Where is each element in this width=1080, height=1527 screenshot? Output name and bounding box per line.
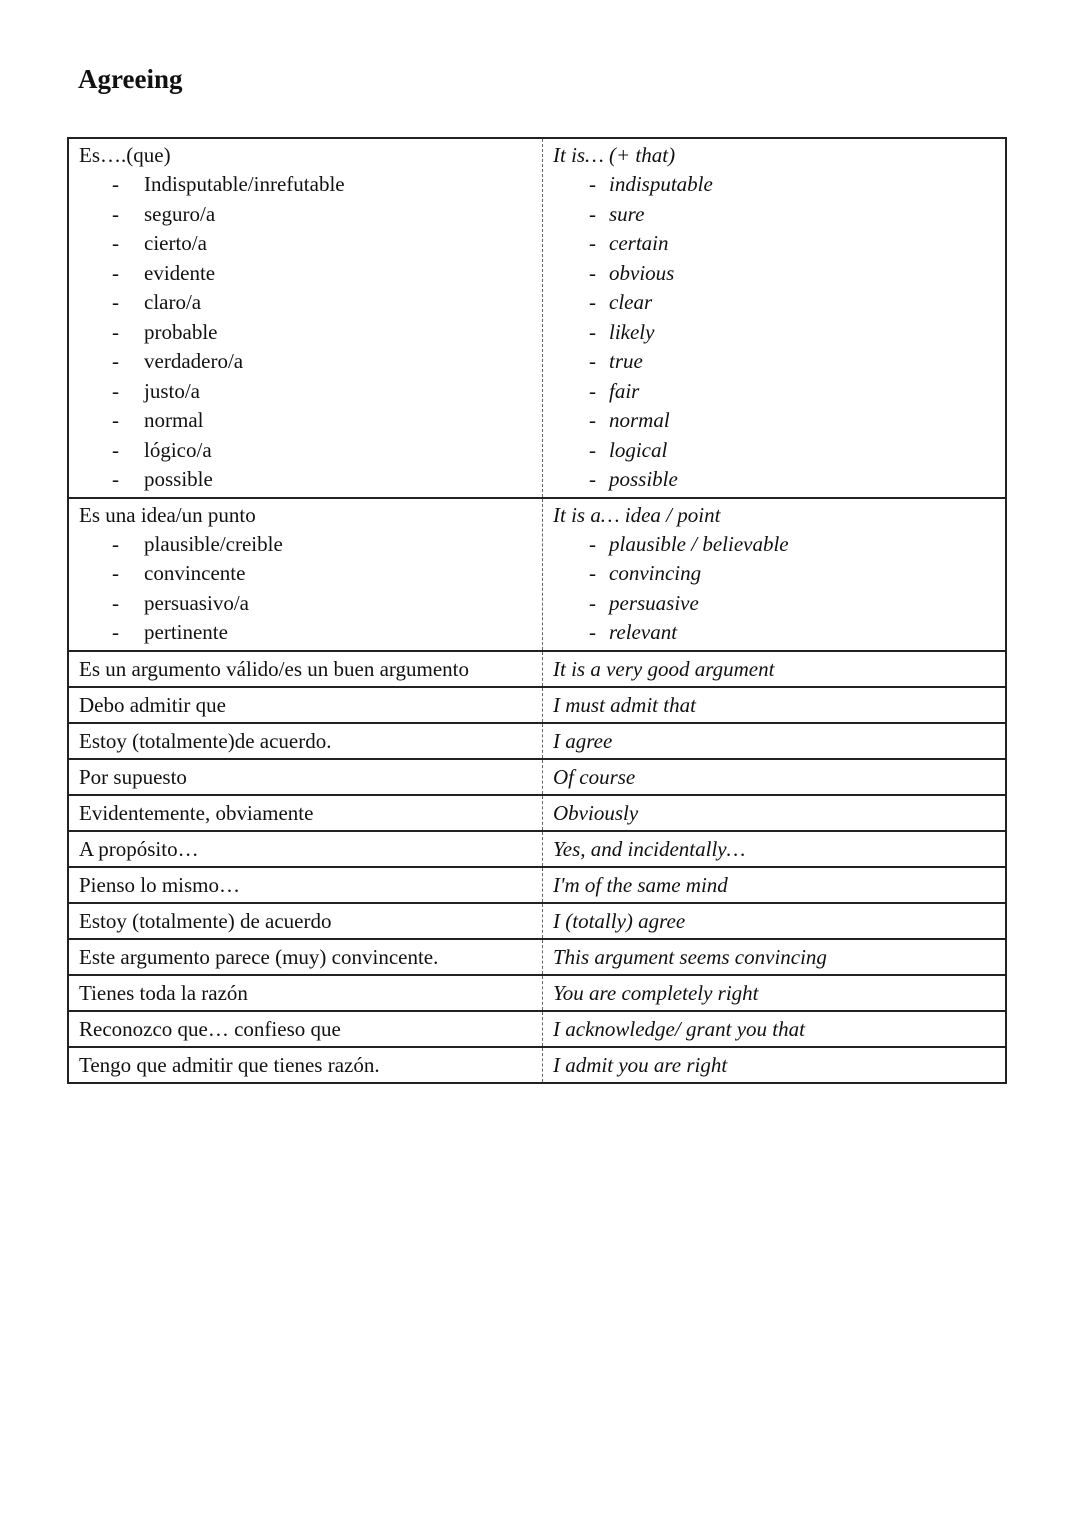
phrase-row: [68, 903, 1006, 939]
term-text: pertinente: [144, 620, 228, 644]
term-list-item: [553, 530, 997, 560]
term-list-item: [553, 318, 997, 348]
spanish-phrase: Estoy (totalmente) de acuerdo: [68, 903, 543, 939]
term-list-item: [79, 377, 534, 407]
term-text: fair: [609, 378, 640, 403]
bullet-dash: -: [589, 620, 596, 644]
term-list-item: [553, 559, 997, 589]
term-text: evidente: [144, 260, 216, 285]
phrase-row: [68, 651, 1006, 687]
term-text: justo/a: [144, 378, 200, 403]
bullet-dash: -: [589, 378, 596, 403]
bullet-dash: -: [589, 531, 596, 556]
term-list-item: [79, 347, 534, 377]
spanish-phrase: Tengo que admitir que tienes razón.: [68, 1047, 543, 1083]
bullet-dash: -: [112, 531, 119, 556]
bullet-dash: -: [589, 172, 596, 196]
phrase-row: [68, 975, 1006, 1011]
term-text: indisputable: [609, 172, 713, 196]
term-list-item: [79, 618, 534, 648]
english-group-heading: It is… (+ that): [553, 143, 676, 167]
vocabulary-table: [67, 137, 1007, 1084]
spanish-phrase: Este argumento parece (muy) convincente.: [68, 939, 543, 975]
bullet-dash: -: [589, 467, 596, 491]
bullet-dash: -: [112, 561, 119, 585]
term-text: cierto/a: [144, 231, 207, 255]
bullet-dash: -: [112, 201, 119, 226]
term-text: true: [609, 349, 643, 373]
term-text: verdadero/a: [144, 349, 244, 373]
phrase-row: [68, 795, 1006, 831]
english-phrase: I acknowledge/ grant you that: [543, 1011, 1007, 1047]
term-list-item: [79, 406, 534, 436]
bullet-dash: -: [589, 349, 596, 373]
term-text: normal: [609, 408, 670, 432]
term-list-item: [79, 170, 534, 200]
term-list-item: [79, 200, 534, 230]
phrase-row: [68, 723, 1006, 759]
bullet-dash: -: [112, 231, 119, 255]
bullet-dash: -: [112, 620, 119, 644]
phrase-row: [68, 1011, 1006, 1047]
term-text: convincente: [144, 561, 246, 585]
phrase-row: [68, 867, 1006, 903]
term-list-item: [79, 229, 534, 259]
bullet-dash: -: [589, 319, 596, 344]
phrase-row: [68, 1047, 1006, 1083]
bullet-dash: -: [112, 349, 119, 373]
spanish-phrase: Debo admitir que: [68, 687, 543, 723]
bullet-dash: -: [112, 290, 119, 314]
bullet-dash: -: [112, 378, 119, 403]
term-text: normal: [144, 408, 204, 432]
term-text: logical: [609, 437, 668, 462]
bullet-dash: -: [112, 260, 119, 285]
term-list-item: [553, 288, 997, 318]
spanish-phrase: Pienso lo mismo…: [68, 867, 543, 903]
term-list-item: [79, 318, 534, 348]
term-list-item: [553, 406, 997, 436]
bullet-dash: -: [589, 201, 596, 226]
term-list-item: [79, 259, 534, 289]
term-text: Indisputable/inrefutable: [144, 172, 345, 196]
term-text: lógico/a: [144, 437, 212, 462]
term-list: [79, 170, 534, 495]
term-list-item: [553, 170, 997, 200]
term-list-item: [79, 436, 534, 466]
bullet-dash: -: [112, 408, 119, 432]
term-list: [79, 530, 534, 648]
term-list-item: [553, 200, 997, 230]
english-phrase: I admit you are right: [543, 1047, 1007, 1083]
bullet-dash: -: [589, 561, 596, 585]
spanish-phrase: Estoy (totalmente)de acuerdo.: [68, 723, 543, 759]
term-text: sure: [609, 201, 645, 226]
spanish-cell: [68, 138, 543, 498]
term-list: [553, 530, 997, 648]
english-phrase: Of course: [543, 759, 1007, 795]
spanish-phrase: Tienes toda la razón: [68, 975, 543, 1011]
term-list-item: [79, 288, 534, 318]
spanish-group-heading: Es….(que): [79, 143, 171, 167]
term-list-item: [79, 465, 534, 495]
spanish-phrase: Es un argumento válido/es un buen argumento: [68, 651, 543, 687]
phrase-row: [68, 939, 1006, 975]
english-phrase: This argument seems convincing: [543, 939, 1007, 975]
bullet-dash: -: [112, 467, 119, 491]
bullet-dash: -: [112, 437, 119, 462]
term-list-item: [553, 465, 997, 495]
bullet-dash: -: [589, 437, 596, 462]
spanish-phrase: Evidentemente, obviamente: [68, 795, 543, 831]
spanish-group-heading: Es una idea/un punto: [79, 502, 256, 527]
term-text: convincing: [609, 561, 702, 585]
bullet-dash: -: [589, 290, 596, 314]
bullet-dash: -: [589, 231, 596, 255]
bullet-dash: -: [589, 260, 596, 285]
phrase-row: [68, 687, 1006, 723]
bullet-dash: -: [112, 319, 119, 344]
english-phrase: Obviously: [543, 795, 1007, 831]
english-phrase: I (totally) agree: [543, 903, 1007, 939]
term-text: relevant: [609, 620, 678, 644]
bullet-dash: -: [589, 590, 596, 615]
term-text: claro/a: [144, 290, 202, 314]
term-text: obvious: [609, 260, 675, 285]
vocabulary-table-body: [68, 138, 1006, 1083]
term-text: possible: [144, 467, 213, 491]
term-text: persuasive: [609, 590, 699, 615]
english-group-heading: It is a… idea / point: [553, 502, 721, 527]
term-list-item: [79, 589, 534, 619]
page-title: Agreeing: [78, 64, 183, 94]
bullet-dash: -: [112, 590, 119, 615]
term-list-item: [553, 618, 997, 648]
term-text: plausible/creible: [144, 531, 283, 556]
english-phrase: I agree: [543, 723, 1007, 759]
term-text: probable: [144, 319, 218, 344]
english-cell: [543, 498, 1007, 651]
term-list: [553, 170, 997, 495]
term-list-item: [553, 589, 997, 619]
english-phrase: I must admit that: [543, 687, 1007, 723]
english-phrase: You are completely right: [543, 975, 1007, 1011]
term-text: seguro/a: [144, 201, 216, 226]
term-text: likely: [609, 319, 655, 344]
term-text: certain: [609, 231, 669, 255]
bullet-dash: -: [112, 172, 119, 196]
term-text: persuasivo/a: [144, 590, 249, 615]
english-cell: [543, 138, 1007, 498]
term-list-item: [553, 377, 997, 407]
phrase-row: [68, 831, 1006, 867]
phrase-row: [68, 759, 1006, 795]
english-phrase: Yes, and incidentally…: [543, 831, 1007, 867]
term-text: clear: [609, 290, 653, 314]
spanish-phrase: Reconozco que… confieso que: [68, 1011, 543, 1047]
term-list-item: [553, 347, 997, 377]
spanish-phrase: Por supuesto: [68, 759, 543, 795]
english-phrase: I'm of the same mind: [543, 867, 1007, 903]
group-row: [68, 138, 1006, 498]
term-text: plausible / believable: [609, 531, 789, 556]
bullet-dash: -: [589, 408, 596, 432]
group-row: [68, 498, 1006, 651]
term-text: possible: [609, 467, 678, 491]
term-list-item: [553, 259, 997, 289]
english-phrase: It is a very good argument: [543, 651, 1007, 687]
term-list-item: [79, 530, 534, 560]
spanish-phrase: A propósito…: [68, 831, 543, 867]
term-list-item: [79, 559, 534, 589]
term-list-item: [553, 436, 997, 466]
term-list-item: [553, 229, 997, 259]
spanish-cell: [68, 498, 543, 651]
